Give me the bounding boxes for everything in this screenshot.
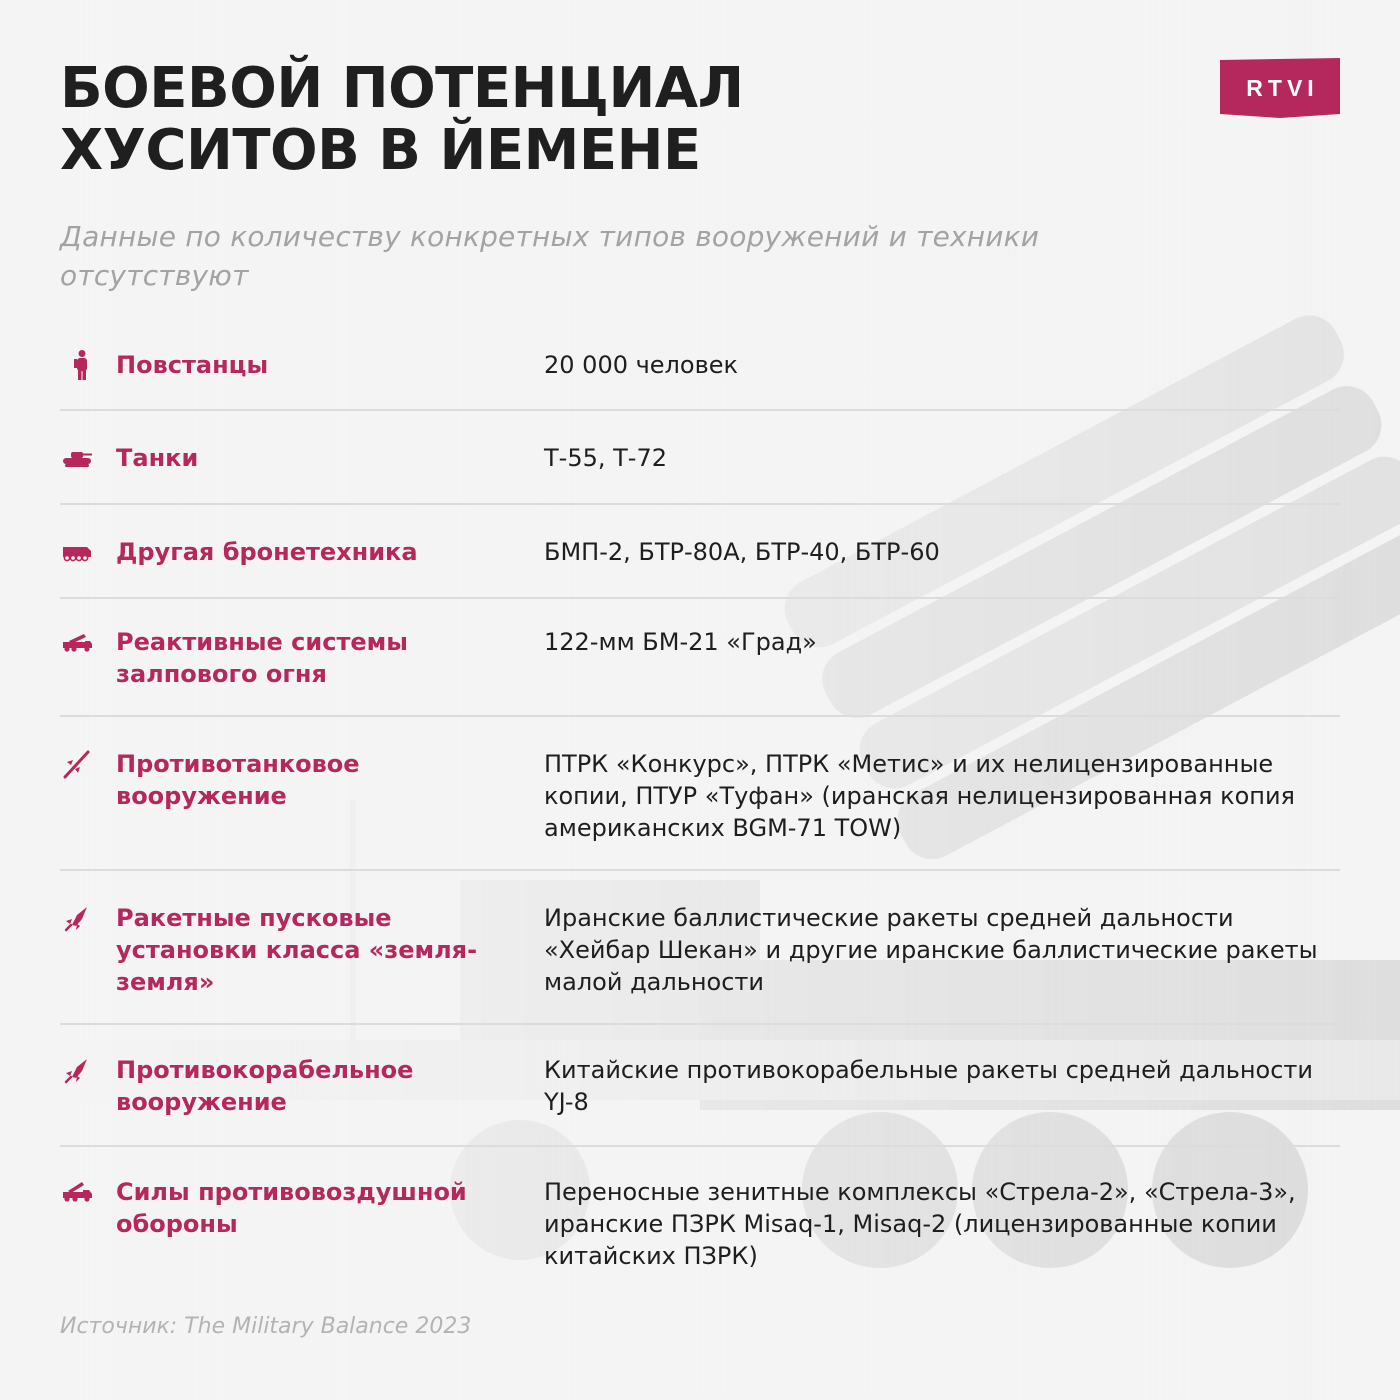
row-value: БМП-2, БТР-80А, БТР-40, БТР-60 — [544, 538, 940, 566]
missile-icon — [60, 902, 116, 934]
row-label: Силы противовоздушной обороны — [116, 1178, 467, 1238]
rocket-launcher-truck-icon — [60, 626, 116, 658]
tank-icon — [60, 442, 116, 474]
table-row — [60, 871, 1340, 1025]
table-row — [60, 327, 1340, 411]
table-row — [60, 599, 1340, 717]
title-line-2: ХУСИТОВ В ЙЕМЕНЕ — [60, 118, 701, 183]
air-defense-vehicle-icon — [60, 1176, 116, 1208]
row-value: 122-мм БМ-21 «Град» — [544, 628, 817, 656]
weapons-table — [60, 327, 1340, 1297]
armored-vehicle-icon — [60, 536, 116, 568]
row-value: Т-55, Т-72 — [544, 444, 667, 472]
row-value: Иранские баллистические ракеты средней дальности «Хейбар Шекан» и другие иранские баллистические ракеты малой дальности — [544, 904, 1318, 996]
row-value: Переносные зенитные комплексы «Стрела-2», «Стрела-3», иранские ПЗРК Misaq-1, Misaq-2 (лицензированные копии китайских ПЗРК) — [544, 1178, 1296, 1270]
logo-text: RTVI — [1246, 74, 1319, 101]
row-label: Противокорабельное вооружение — [116, 1056, 414, 1116]
row-value: 20 000 человек — [544, 351, 738, 379]
row-label: Ракетные пусковые установки класса «земля-земля» — [116, 904, 478, 996]
table-row — [60, 505, 1340, 599]
table-row — [60, 717, 1340, 871]
missile-icon — [60, 1054, 116, 1086]
row-value: ПТРК «Конкурс», ПТРК «Метис» и их нелицензированные копии, ПТУР «Туфан» (иранская нелицензированная копия американских BGM-71 TOW) — [544, 750, 1295, 842]
row-label: Танки — [116, 444, 199, 472]
row-label: Противотанковое вооружение — [116, 750, 360, 810]
title-line-1: БОЕВОЙ ПОТЕНЦИАЛ — [60, 56, 744, 121]
table-row — [60, 1025, 1340, 1147]
table-row — [60, 411, 1340, 505]
page-title — [60, 58, 1060, 182]
table-row — [60, 1147, 1340, 1297]
row-label: Реактивные системы залпового огня — [116, 628, 408, 688]
rtvi-logo — [1220, 58, 1340, 118]
row-label: Повстанцы — [116, 351, 269, 379]
row-label: Другая бронетехника — [116, 538, 418, 566]
anti-tank-missile-icon — [60, 748, 116, 780]
source-note: Источник: The Military Balance 2023 — [60, 1314, 472, 1339]
soldier-icon — [60, 349, 116, 381]
row-value: Китайские противокорабельные ракеты средней дальности YJ-8 — [544, 1056, 1313, 1116]
subtitle: Данные по количеству конкретных типов вооружений и техники отсутствуют — [60, 220, 1040, 292]
